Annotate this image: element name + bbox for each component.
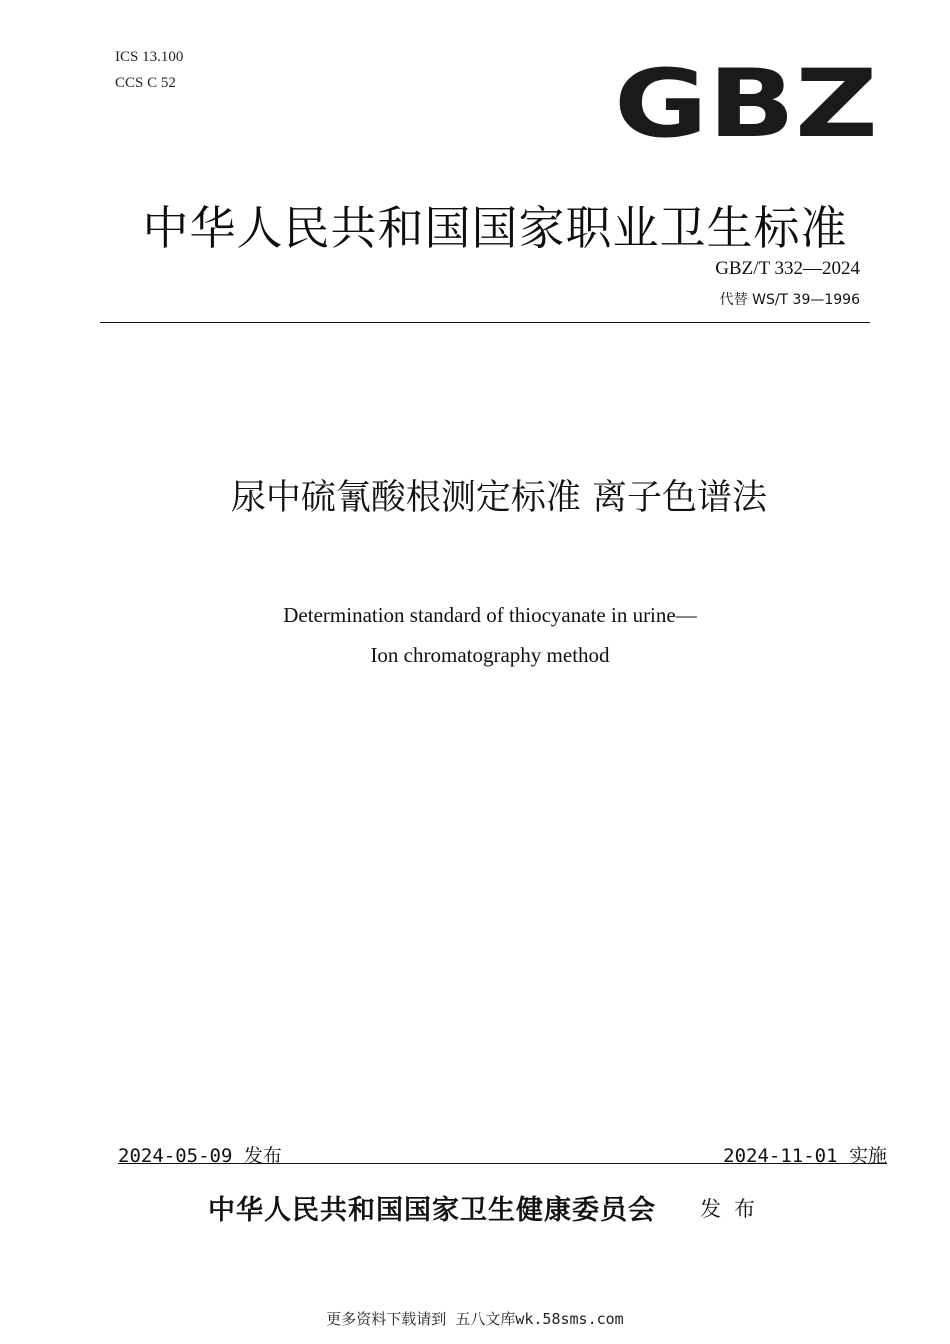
document-title-en-line1: Determination standard of thiocyanate in urine— bbox=[283, 603, 697, 627]
implementation-date: 2024-11-01 实施 bbox=[723, 1145, 887, 1167]
standard-number: GBZ/T 332—2024 bbox=[715, 258, 860, 279]
header-divider bbox=[100, 322, 870, 323]
replaces-standard: 代替 WS/T 39—1996 bbox=[719, 292, 860, 308]
ccs-code: CCS C 52 bbox=[115, 75, 176, 91]
document-title-cn: 尿中硫氰酸根测定标准 离子色谱法 bbox=[230, 478, 768, 518]
gbz-logo-text: GBZ bbox=[614, 60, 878, 140]
issuing-authority: 中华人民共和国国家卫生健康委员会 bbox=[208, 1195, 656, 1226]
ics-code: ICS 13.100 bbox=[115, 49, 184, 65]
download-note: 更多资料下载请到 五八文库wk.58sms.com bbox=[326, 1310, 624, 1328]
national-standard-title: 中华人民共和国国家职业卫生标准 bbox=[142, 201, 848, 255]
gbz-logo bbox=[614, 60, 880, 144]
document-title-en-line2: Ion chromatography method bbox=[370, 643, 610, 667]
footer-divider bbox=[118, 1163, 887, 1164]
issue-date: 2024-05-09 发布 bbox=[118, 1145, 282, 1167]
issue-action-label: 发布 bbox=[700, 1197, 768, 1221]
